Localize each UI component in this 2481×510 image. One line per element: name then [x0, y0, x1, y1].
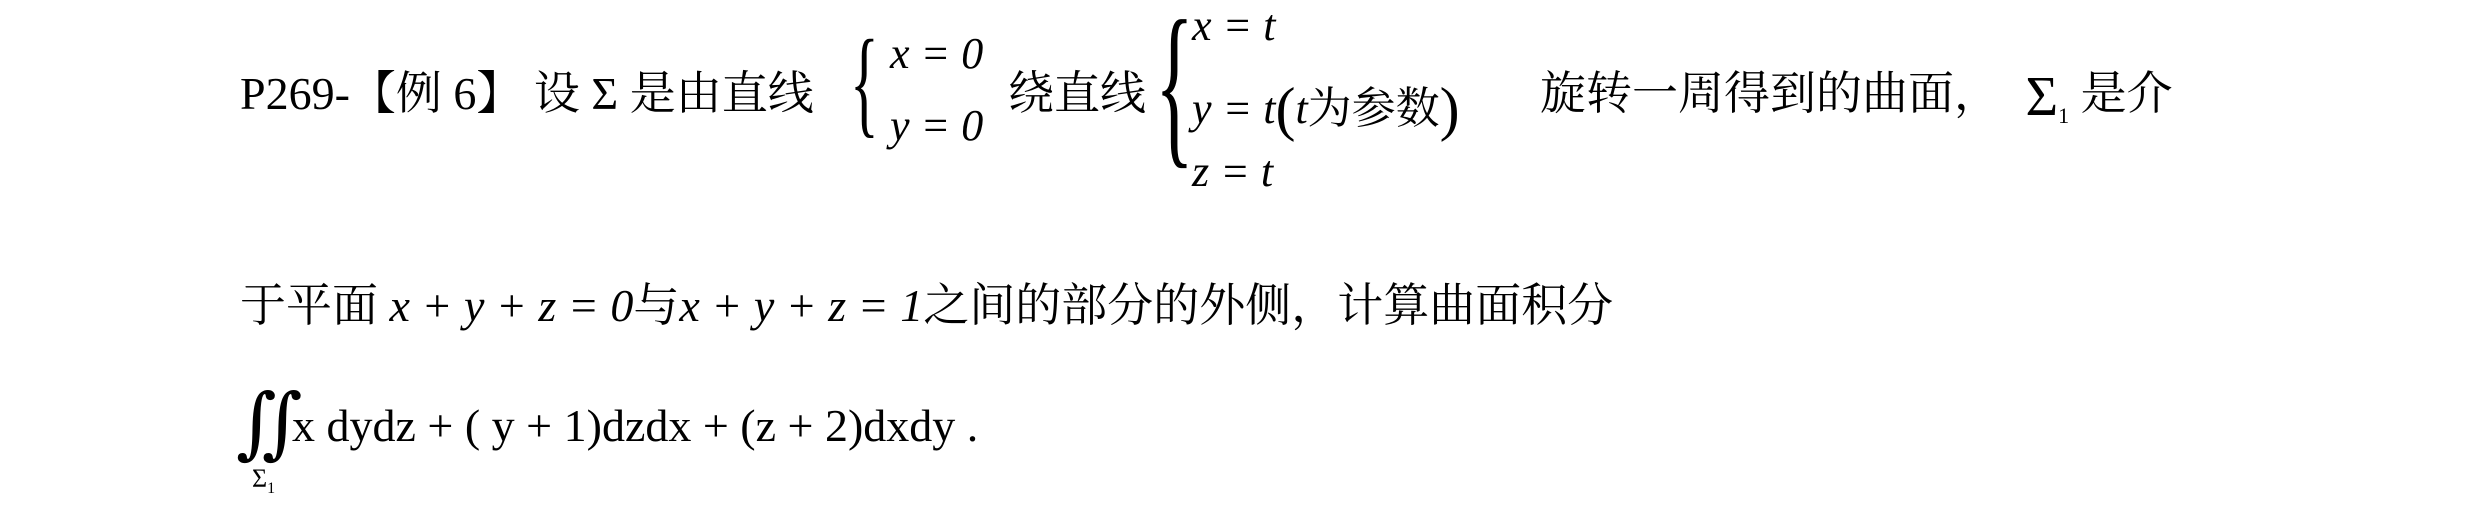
integral-domain — [252, 464, 275, 498]
problem-label: P269-【例 6】 — [240, 68, 523, 119]
problem-line-1-tail — [1540, 66, 2173, 144]
line2-eq1: x = t — [1192, 1, 1276, 50]
line2-param-t: t — [1295, 84, 1308, 133]
integral-domain-sub: 1 — [267, 480, 276, 497]
brace-left-2: { — [1155, 0, 1194, 183]
line1-eq2: y = 0 — [890, 101, 984, 150]
plane1-eq: x + y + z = 0 — [389, 280, 634, 331]
text-rotate-about-wrap — [1008, 66, 1146, 122]
line2-param-text: 为参数 — [1307, 84, 1440, 133]
line2-eq2 — [1192, 72, 1460, 144]
sigma1-sub: 1 — [2058, 103, 2070, 128]
text-on-plane: 于平面 — [240, 280, 378, 331]
text-rotation-surface: 旋转一周得到的曲面， — [1540, 68, 2000, 119]
text-is-formed-by: 是由直线 — [629, 68, 814, 119]
line2-eq2a: y = t — [1192, 84, 1276, 133]
sigma-symbol: Σ — [591, 68, 619, 119]
problem-line-2 — [240, 278, 1613, 334]
brace-left-1: { — [850, 15, 879, 148]
text-and: 与 — [633, 280, 680, 331]
text-set: 设 — [533, 68, 580, 119]
text-rotate-about: 绕直线 — [1008, 68, 1146, 119]
plane2-eq: x + y + z = 1 — [679, 280, 924, 331]
sigma1-symbol: Σ — [2025, 66, 2059, 128]
integral-integrand — [292, 398, 978, 454]
line1-eq1: x = 0 — [890, 29, 984, 78]
text-between-part: 之间的部分的外侧，计算曲面积分 — [923, 280, 1614, 331]
integrand-text: x dydz + ( y + 1)dzdx + (z + 2)dxdy . — [292, 400, 979, 451]
problem-line-1 — [240, 66, 814, 122]
text-is-between: 是介 — [2080, 68, 2173, 119]
double-integral-sign: ∬ — [236, 379, 303, 466]
paren-open: ( — [1275, 76, 1296, 142]
line2-eq3: z = t — [1192, 147, 1274, 196]
paren-close: ) — [1439, 76, 1460, 142]
integral-domain-sigma: Σ — [252, 464, 268, 493]
